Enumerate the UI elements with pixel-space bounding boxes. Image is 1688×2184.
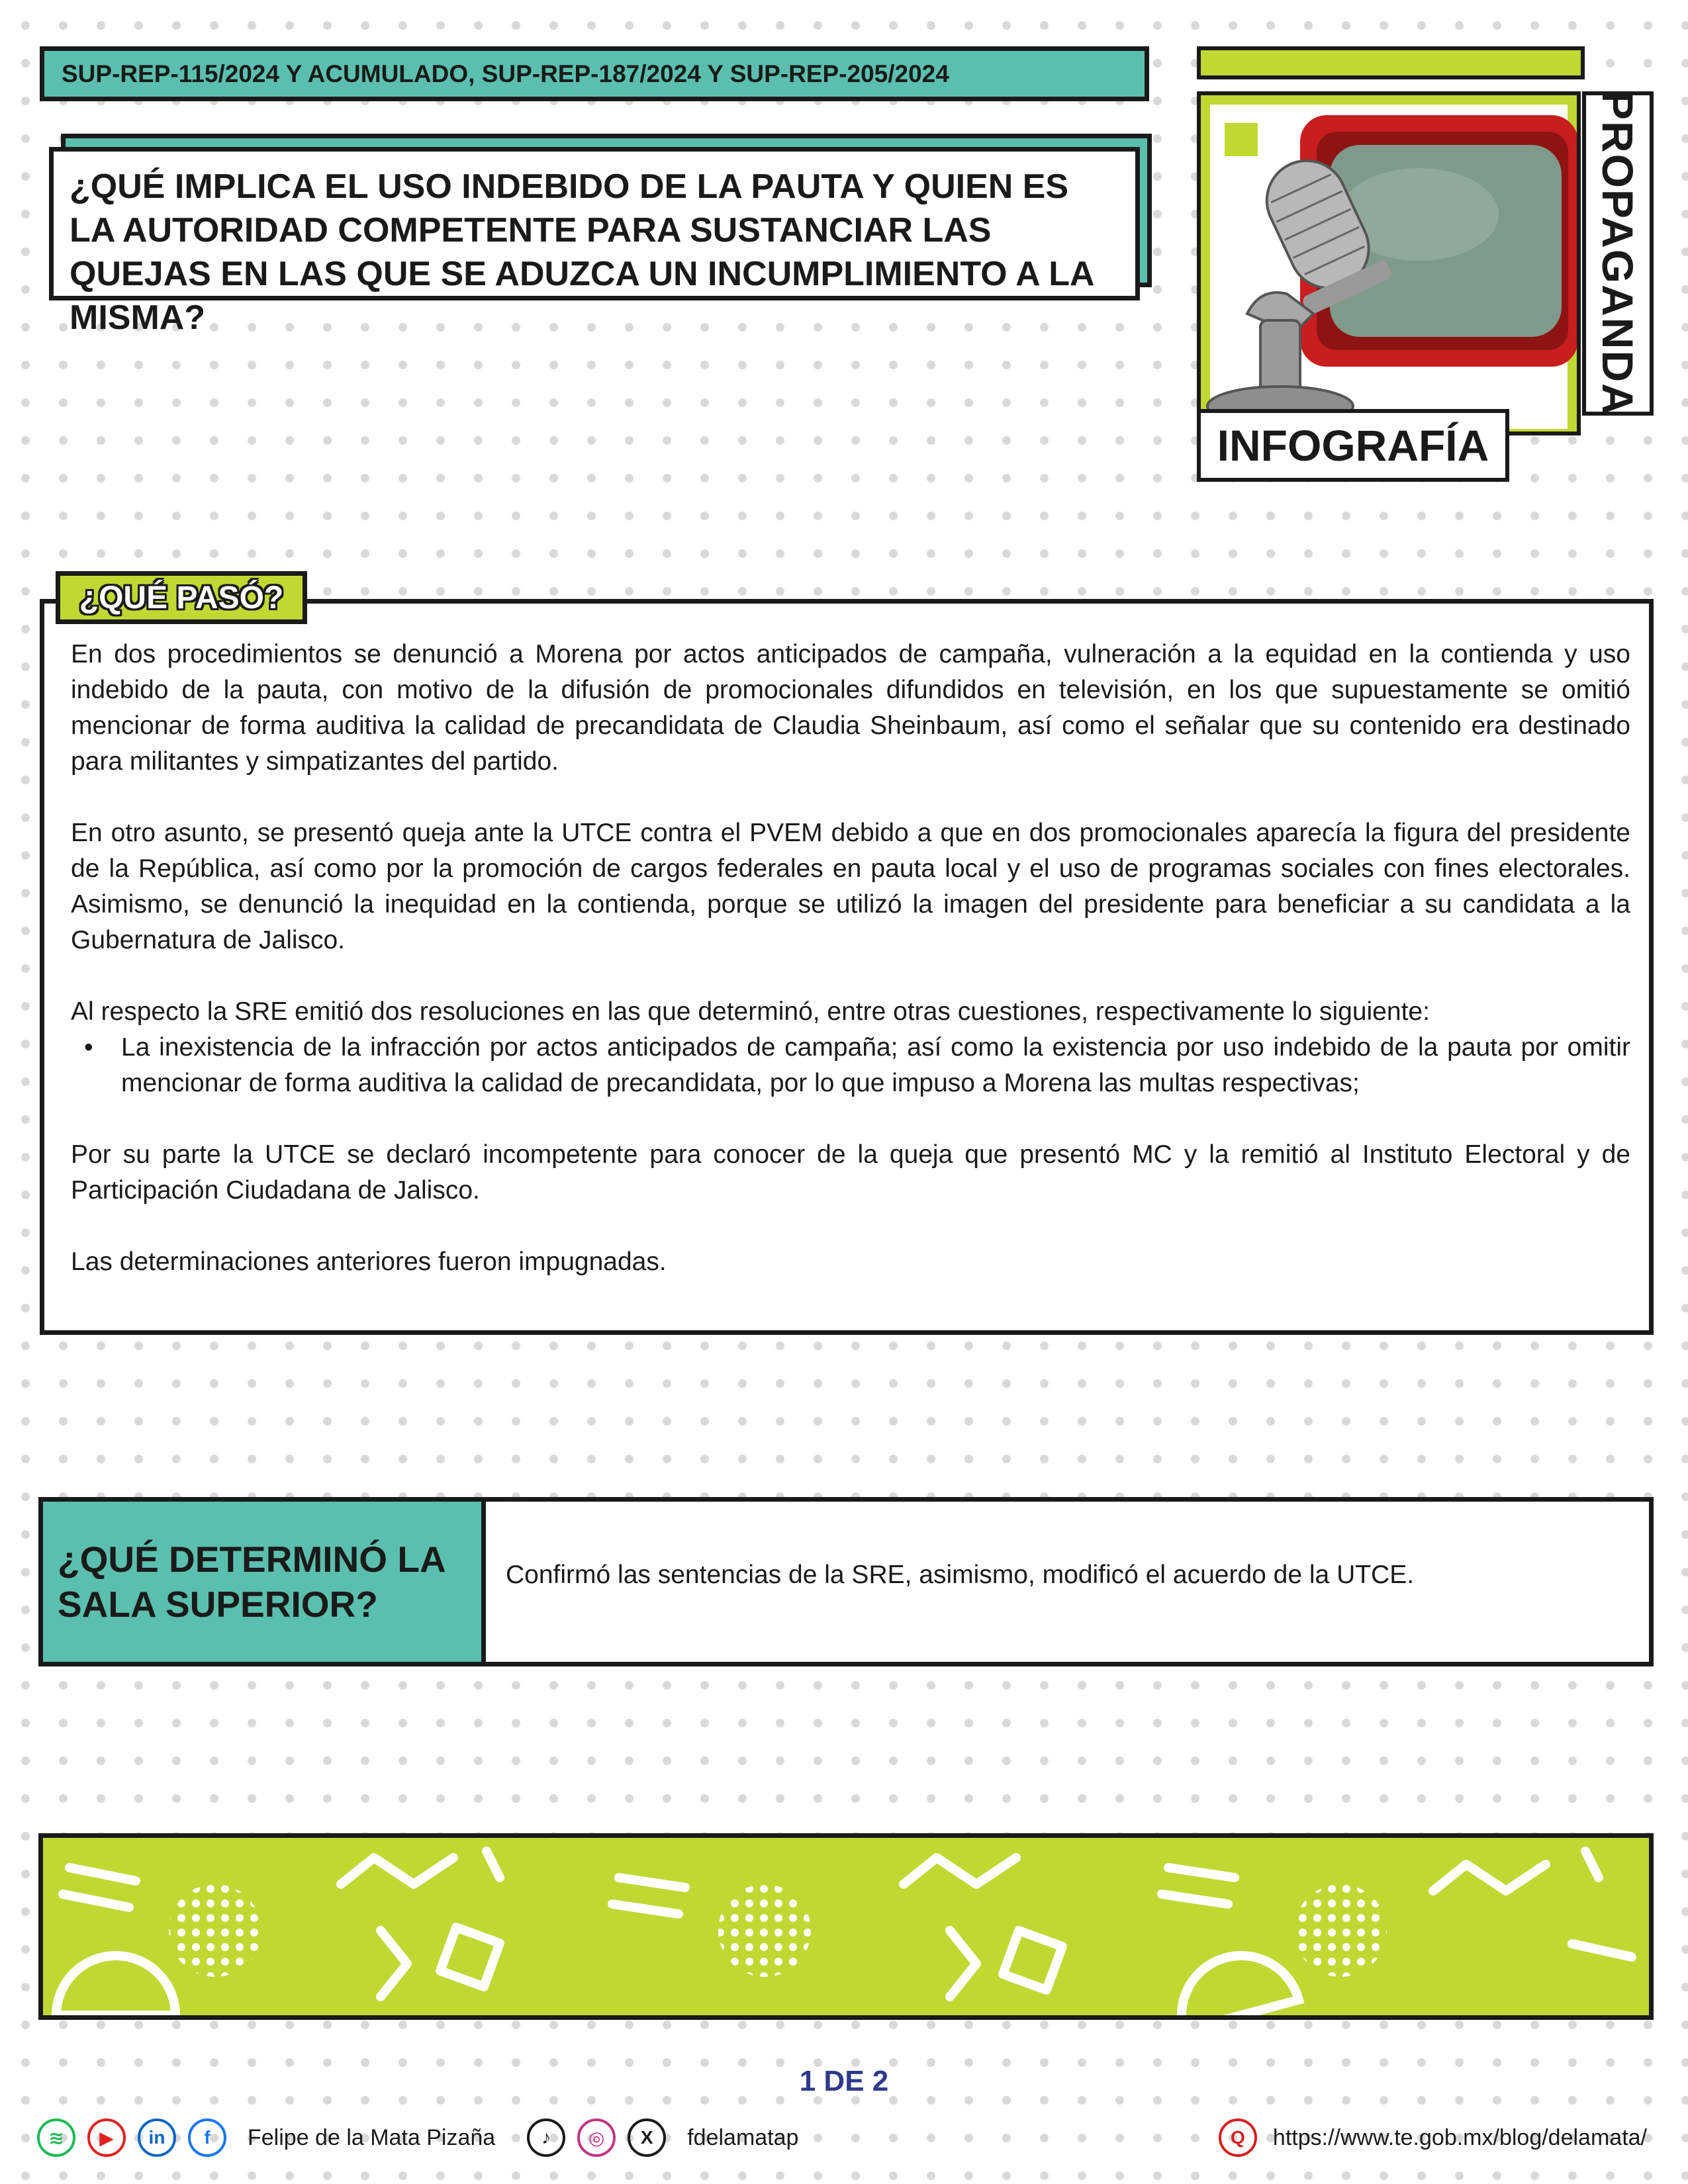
spotify-icon[interactable]: ≋ xyxy=(37,2118,75,2157)
case-reference: SUP-REP-115/2024 Y ACUMULADO, SUP-REP-187/2024 Y SUP-REP-205/2024 xyxy=(40,46,1149,101)
infographic-tag: INFOGRAFÍA xyxy=(1197,409,1509,482)
resolution-list xyxy=(71,1030,1630,1101)
paragraph-3: Al respecto la SRE emitió dos resoluciones en las que determinó, entre otras cuestiones, respectivamente lo siguiente: xyxy=(71,997,1430,1026)
paragraph-2: En otro asunto, se presentó queja ante la UTCE contra el PVEM debido a que en dos promocionales aparecía la figura del presidente de la República, así como por la promoción de cargos federales en pauta local y el uso de programas sociales con fines electorales. Asimismo, se denunció la inequidad en la contienda, porque se utilizó la imagen del presidente para beneficiar a su candidata a la Gubernatura de Jalisco. xyxy=(71,819,1630,954)
pattern-shapes xyxy=(43,1838,1649,2015)
facebook-icon[interactable]: f xyxy=(188,2118,226,2157)
category-label: PROPAGANDA xyxy=(1593,91,1642,416)
decorative-band xyxy=(38,1833,1654,2020)
what-happened-panel xyxy=(40,599,1654,1335)
x-icon[interactable]: X xyxy=(628,2118,666,2157)
paragraph-5: Las determinaciones anteriores fueron impugnadas. xyxy=(71,1248,667,1276)
category-tab xyxy=(1582,91,1654,416)
accent-bar xyxy=(1197,46,1585,79)
footer xyxy=(37,2108,1652,2167)
social-handle: fdelamatap xyxy=(687,2124,799,2150)
author-name: Felipe de la Mata Pizaña xyxy=(248,2124,496,2150)
determination-text: Confirmó las sentencias de la SRE, asimismo, modificó el acuerdo de la UTCE. xyxy=(506,1561,1415,1589)
youtube-icon[interactable]: ▶ xyxy=(87,2118,126,2157)
determination-label: ¿QUÉ DETERMINÓ LA SALA SUPERIOR? xyxy=(43,1502,486,1662)
instagram-icon[interactable]: ◎ xyxy=(577,2118,616,2157)
tv-microphone-illustration xyxy=(1201,95,1577,432)
determination-row xyxy=(38,1497,1654,1666)
mic-stand xyxy=(1260,320,1300,393)
search-icon[interactable]: Q xyxy=(1219,2118,1257,2157)
list-item: • La inexistencia de la infracción por actos anticipados de campaña; así como la existencia por uso indebido de la pauta por omitir mencionar de forma auditiva la calidad de precandidata, por lo que impuso a Morena las multas respectivas; xyxy=(71,1030,1630,1101)
page-number: 1 DE 2 xyxy=(799,2065,889,2097)
main-question: ¿QUÉ IMPLICA EL USO INDEBIDO DE LA PAUTA Y QUIEN ES LA AUTORIDAD COMPETENTE PARA SUSTANCIAR LAS QUEJAS EN LAS QUE SE ADUZCA UN INCUMPLIMIENTO A LA MISMA? xyxy=(49,147,1140,300)
tiktok-icon[interactable]: ♪ xyxy=(527,2118,565,2157)
paragraph-1: En dos procedimientos se denunció a Morena por actos anticipados de campaña, vulneración a la equidad en la contienda y uso indebido de la pauta, con motivo de la difusión de promocionales difundidos en televisión, en los que supuestamente se omitió mencionar de forma auditiva la calidad de precandidata de Claudia Sheinbaum, así como el señalar que su contenido era destinado para militantes y simpatizantes del partido. xyxy=(71,640,1630,776)
blog-url[interactable]: https://www.te.gob.mx/blog/delamata/ xyxy=(1272,2124,1647,2150)
linkedin-icon[interactable]: in xyxy=(138,2118,176,2157)
what-happened-title: ¿QUÉ PASÓ? xyxy=(56,571,307,624)
propaganda-image xyxy=(1197,91,1581,435)
paragraph-4: Por su parte la UTCE se declaró incompetente para conocer de la queja que presentó MC y la remitió al Instituto Electoral y de Participación Ciudadana de Jalisco. xyxy=(71,1140,1630,1205)
